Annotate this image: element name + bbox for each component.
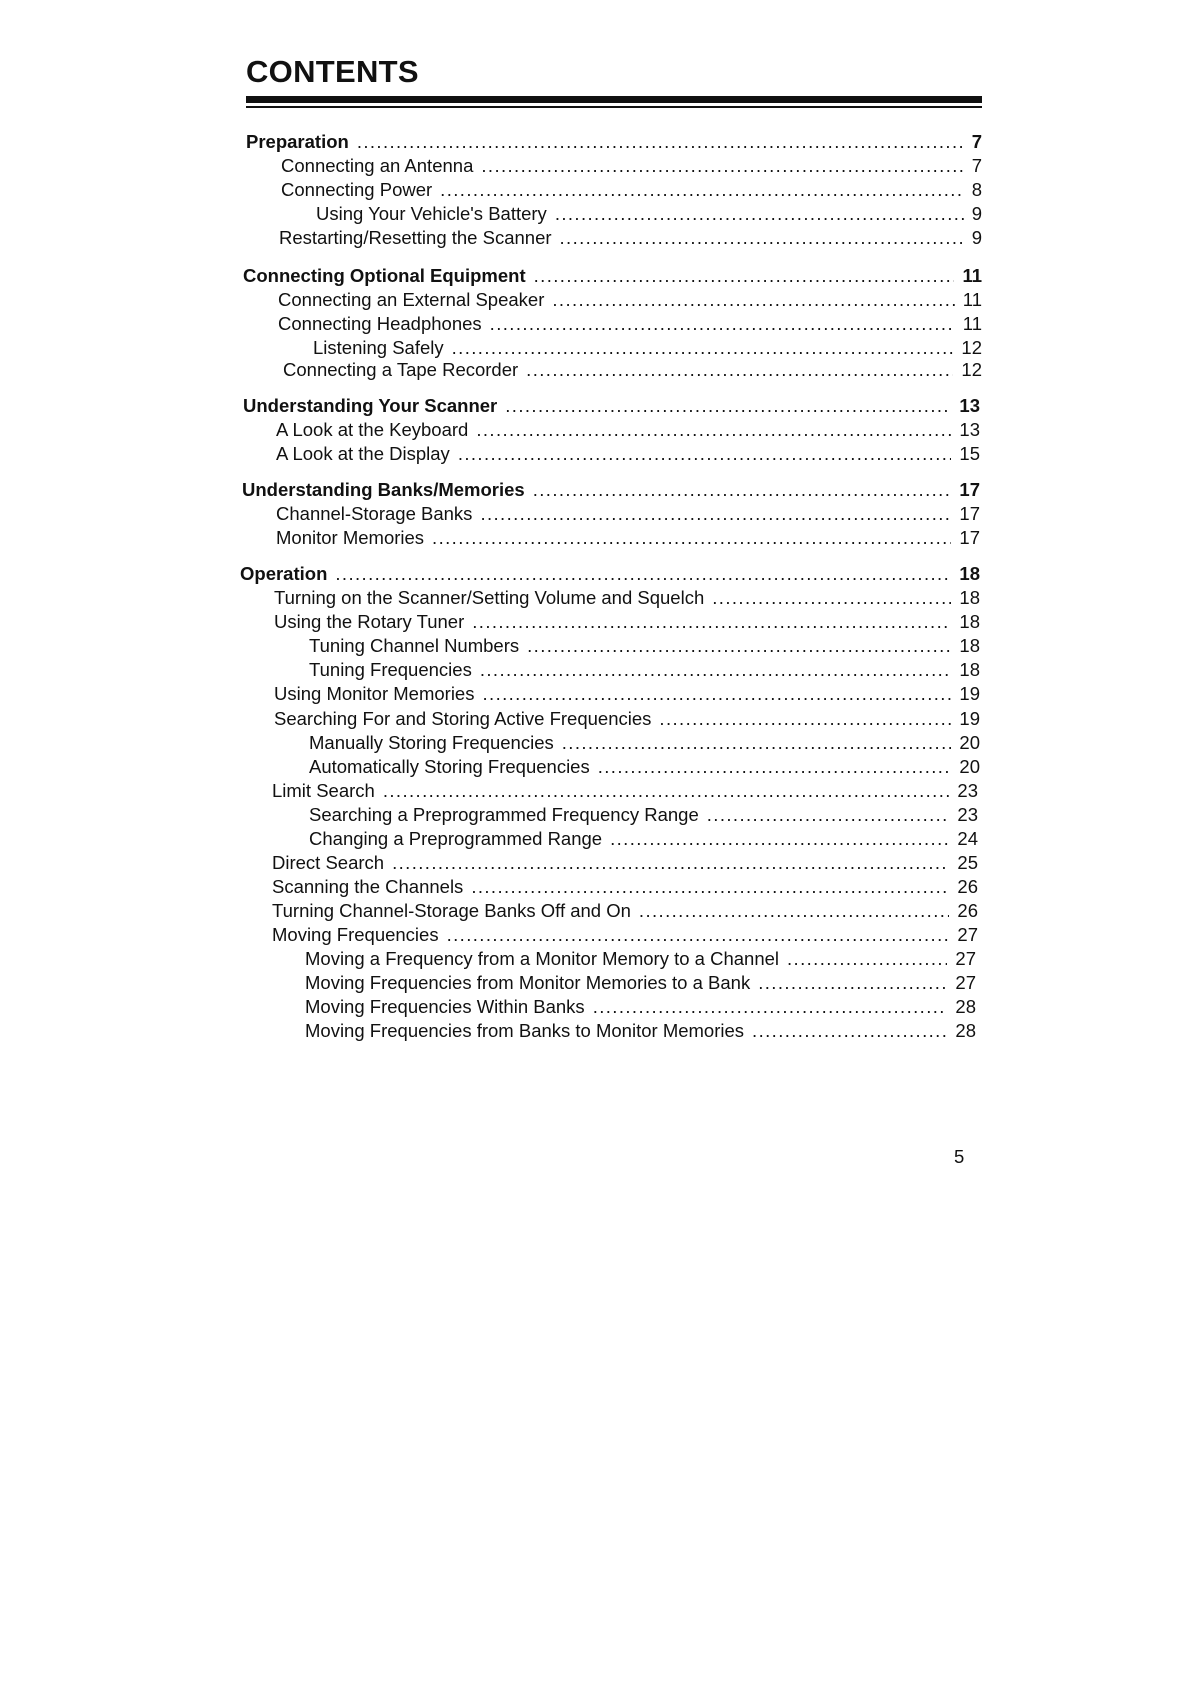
toc-entry [274, 586, 980, 610]
dot-leader [392, 851, 949, 875]
toc-entry-label: Connecting a Tape Recorder [283, 359, 519, 380]
toc-entry-page: 20 [959, 732, 980, 753]
toc-entry [309, 731, 980, 755]
dot-leader [534, 264, 955, 288]
toc-entry-page: 18 [959, 587, 980, 608]
toc-entry-page: 17 [959, 503, 980, 524]
toc-entry-label: Moving Frequencies from Banks to Monitor Memories [305, 1020, 745, 1041]
dot-leader [440, 178, 964, 202]
toc-entry-page: 26 [957, 900, 978, 921]
toc-entry-page: 23 [957, 804, 978, 825]
dot-leader [471, 875, 949, 899]
toc-entry-label: Changing a Preprogrammed Range [309, 828, 603, 849]
dot-leader [335, 562, 951, 586]
toc-entry-label: Tuning Frequencies [309, 659, 472, 680]
toc-section [243, 264, 982, 288]
toc-entry [309, 634, 980, 658]
dot-leader [598, 755, 952, 779]
toc-entry [316, 202, 982, 226]
toc-entry-page: 18 [959, 611, 980, 632]
page-number: 5 [954, 1146, 965, 1167]
dot-leader [639, 899, 950, 923]
toc-entry-label: Understanding Your Scanner [243, 395, 498, 416]
dot-leader [472, 610, 951, 634]
dot-leader [505, 394, 951, 418]
toc-entry [305, 947, 976, 971]
toc-entry-page: 17 [959, 479, 980, 500]
toc-entry-label: Scanning the Channels [272, 876, 464, 897]
toc-entry [274, 682, 980, 706]
toc-entry [309, 827, 978, 851]
toc-entry-label: Connecting Optional Equipment [243, 265, 526, 286]
toc-entry-label: Moving Frequencies Within Banks [305, 996, 585, 1017]
toc-entry-page: 12 [961, 359, 982, 380]
toc-entry-label: Listening Safely [313, 337, 444, 358]
toc-entry [272, 779, 978, 803]
dot-leader [560, 226, 964, 250]
dot-leader [752, 1019, 947, 1043]
toc-entry-label: Limit Search [272, 780, 375, 801]
toc-entry-page: 8 [971, 179, 982, 200]
toc-entry-page: 19 [959, 708, 980, 729]
toc-entry-label: Connecting Headphones [278, 313, 482, 334]
toc-entry-label: Connecting Power [281, 179, 433, 200]
dot-leader [480, 502, 951, 526]
toc-entry-label: Understanding Banks/Memories [242, 479, 525, 500]
toc-entry-page: 11 [962, 265, 982, 286]
toc-entry [278, 288, 982, 312]
toc-entry-page: 27 [955, 972, 976, 993]
dot-leader [562, 731, 952, 755]
toc-section [240, 562, 980, 586]
dot-leader [527, 634, 951, 658]
page-title: CONTENTS [246, 54, 419, 89]
toc-entry-page: 27 [955, 948, 976, 969]
toc-entry [274, 610, 980, 634]
toc-entry-label: Tuning Channel Numbers [309, 635, 520, 656]
toc-entry-page: 17 [959, 527, 980, 548]
dot-leader [758, 971, 947, 995]
toc-entry-page: 18 [959, 659, 980, 680]
dot-leader [712, 586, 951, 610]
toc-entry [281, 154, 982, 178]
toc-entry-label: Monitor Memories [276, 527, 425, 548]
toc-entry [272, 899, 978, 923]
toc-entry-label: Automatically Storing Frequencies [309, 756, 590, 777]
toc-entry-label: Connecting an External Speaker [278, 289, 545, 310]
toc-entry [272, 851, 978, 875]
toc-entry [272, 923, 978, 947]
toc-entry [309, 755, 980, 779]
dot-leader [480, 658, 952, 682]
toc-entry-page: 11 [962, 289, 982, 310]
toc-entry-page: 28 [955, 1020, 976, 1041]
toc-entry [279, 226, 982, 250]
toc-entry-label: Direct Search [272, 852, 385, 873]
toc-entry-page: 19 [959, 683, 980, 704]
toc-entry [274, 707, 980, 731]
toc-entry [276, 502, 980, 526]
toc-entry-page: 9 [971, 227, 982, 248]
dot-leader [707, 803, 950, 827]
toc-entry-label: A Look at the Display [276, 443, 450, 464]
toc-entry-label: Moving Frequencies from Monitor Memories to a Bank [305, 972, 751, 993]
toc-entry [281, 178, 982, 202]
toc-entry-label: Moving Frequencies [272, 924, 439, 945]
toc-entry-page: 24 [957, 828, 978, 849]
dot-leader [490, 312, 955, 336]
toc-entry-page: 25 [957, 852, 978, 873]
dot-leader [447, 923, 950, 947]
toc-entry [313, 336, 982, 360]
dot-leader [610, 827, 949, 851]
toc-entry [272, 875, 978, 899]
dot-leader [476, 418, 951, 442]
toc-entry-label: Manually Storing Frequencies [309, 732, 554, 753]
toc-entry-label: Using Your Vehicle's Battery [316, 203, 547, 224]
dot-leader [432, 526, 951, 550]
dot-leader [526, 358, 953, 382]
toc-entry-page: 18 [959, 563, 980, 584]
toc-entry-page: 28 [955, 996, 976, 1017]
dot-leader [787, 947, 947, 971]
toc-entry-label: Using Monitor Memories [274, 683, 475, 704]
toc-entry [278, 312, 982, 336]
toc-entry-page: 13 [959, 395, 980, 416]
toc-entry-label: Preparation [246, 131, 349, 152]
toc-entry-page: 15 [959, 443, 980, 464]
toc-entry-label: Turning on the Scanner/Setting Volume and Squelch [274, 587, 705, 608]
toc-entry-page: 11 [962, 313, 982, 334]
toc-entry-page: 23 [957, 780, 978, 801]
toc-entry-label: Searching a Preprogrammed Frequency Range [309, 804, 699, 825]
toc-entry-label: Channel-Storage Banks [276, 503, 473, 524]
toc-entry-label: Operation [240, 563, 328, 584]
toc-entry-label: A Look at the Keyboard [276, 419, 469, 440]
toc-entry [305, 1019, 976, 1043]
dot-leader [482, 682, 951, 706]
toc-entry-page: 9 [971, 203, 982, 224]
toc-entry-page: 27 [957, 924, 978, 945]
toc-section [242, 478, 980, 502]
dot-leader [533, 478, 952, 502]
toc-entry [276, 526, 980, 550]
dot-leader [555, 202, 964, 226]
dot-leader [552, 288, 954, 312]
toc-section [246, 130, 982, 154]
toc-entry [276, 442, 980, 466]
toc-entry-page: 13 [959, 419, 980, 440]
toc-entry [276, 418, 980, 442]
toc-entry [305, 995, 976, 1019]
toc-entry [309, 803, 978, 827]
dot-leader [593, 995, 948, 1019]
toc-entry [309, 658, 980, 682]
toc-entry-page: 12 [961, 337, 982, 358]
dot-leader [481, 154, 963, 178]
toc-entry-page: 7 [971, 155, 982, 176]
toc-entry-page: 26 [957, 876, 978, 897]
toc-entry-page: 18 [959, 635, 980, 656]
dot-leader [452, 336, 954, 360]
toc-entry-label: Using the Rotary Tuner [274, 611, 465, 632]
dot-leader [659, 707, 951, 731]
toc-entry-label: Turning Channel-Storage Banks Off and On [272, 900, 631, 921]
dot-leader [458, 442, 952, 466]
toc-entry-label: Restarting/Resetting the Scanner [279, 227, 552, 248]
toc-entry-page: 20 [959, 756, 980, 777]
dot-leader [357, 130, 964, 154]
toc-section [243, 394, 980, 418]
dot-leader [383, 779, 950, 803]
toc-entry-label: Searching For and Storing Active Frequencies [274, 708, 652, 729]
toc-entry [283, 358, 982, 382]
toc-entry-page: 7 [971, 131, 982, 152]
toc-entry-label: Moving a Frequency from a Monitor Memory to a Channel [305, 948, 780, 969]
toc-entry [305, 971, 976, 995]
toc-entry-label: Connecting an Antenna [281, 155, 474, 176]
